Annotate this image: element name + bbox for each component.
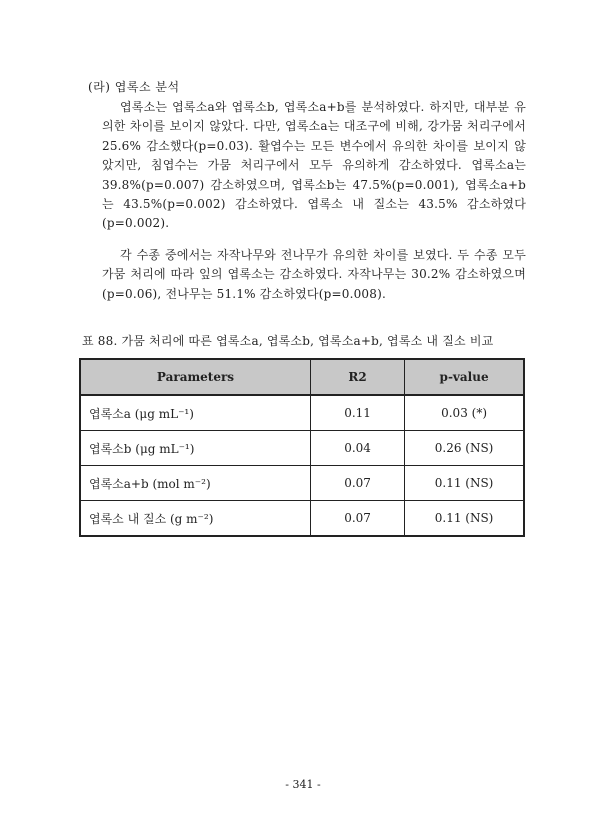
table-row [80, 501, 524, 537]
row-r2: 0.11 [310, 395, 404, 431]
table-row [80, 431, 524, 466]
row-parameter: 엽록소a+b (mol m⁻²) [80, 466, 310, 501]
table-row [80, 466, 524, 501]
row-r2: 0.07 [310, 466, 404, 501]
row-p-value: 0.11 (NS) [405, 501, 524, 537]
row-p-value: 0.11 (NS) [405, 466, 524, 501]
row-parameter: 엽록소a (μg mL⁻¹) [80, 395, 310, 431]
row-p-value: 0.03 (*) [405, 395, 524, 431]
table-caption: 표 88. 가뭄 처리에 따른 엽록소a, 엽록소b, 엽록소a+b, 엽록소 내 질소 비교 [82, 334, 494, 348]
row-parameter: 엽록소 내 질소 (g m⁻²) [80, 501, 310, 537]
header-parameters: Parameters [80, 359, 310, 395]
row-r2: 0.04 [310, 431, 404, 466]
chlorophyll-table [79, 358, 525, 537]
paragraph-chlorophyll-analysis: 엽록소는 엽록소a와 엽록소b, 엽록소a+b를 분석하였다. 하지만, 대부분 유의한 차이를 보이지 않았다. 다만, 엽록소a는 대조구에 비해, 강가뭄 처리구에서 25.6% 감소했다(p=0.03). 활엽수는 모든 변수에서 유의한 차이를 보이지 않았지만, 침엽수는 가뭄 처리구에서 모두 유의하게 감소하였다. 엽록소a는 39.8%(p=0.007) 감소하였으며, 엽록소b는 47.5%(p=0.001), 엽록소a+b는 43.5%(p=0.002) 감소하였다. 엽록소 내 질소는 43.5% 감소하였다(p=0.002). [102, 100, 526, 231]
table-row [80, 395, 524, 431]
paragraph-species-comparison: 각 수종 중에서는 자작나무와 전나무가 유의한 차이를 보였다. 두 수종 모두 가뭄 처리에 따라 잎의 엽록소는 감소하였다. 자작나무는 30.2% 감소하였으며(p=0.06), 전나무는 51.1% 감소하였다(p=0.008). [102, 248, 526, 301]
row-r2: 0.07 [310, 501, 404, 537]
row-parameter: 엽록소b (μg mL⁻¹) [80, 431, 310, 466]
header-r2: R2 [310, 359, 404, 395]
section-heading: (라) 엽록소 분석 [88, 80, 180, 94]
header-p-value: p-value [405, 359, 524, 395]
table-header-row [80, 359, 524, 395]
row-p-value: 0.26 (NS) [405, 431, 524, 466]
page-number: - 341 - [285, 778, 321, 791]
